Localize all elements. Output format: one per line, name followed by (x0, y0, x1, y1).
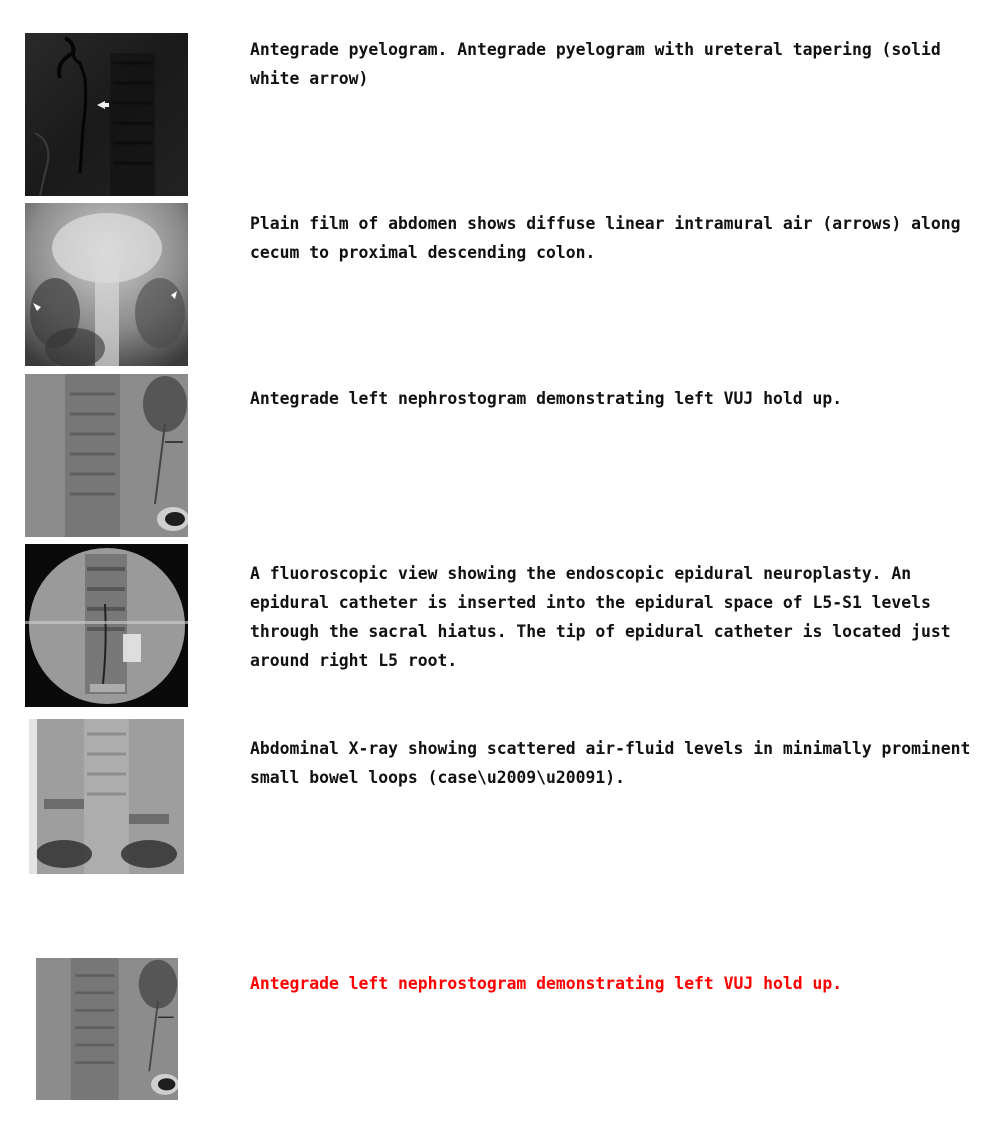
nephrostogram-image (36, 958, 178, 1100)
abdominal-xray-image (29, 719, 184, 874)
fluoroscopic-view-image (25, 544, 188, 707)
nephrostogram-image (25, 374, 188, 537)
result-4-thumbnail[interactable] (25, 544, 188, 707)
result-5-caption: Abdominal X-ray showing scattered air-fluid levels in minimally prominent small bowel loops (case\u2009\u20091). (250, 739, 971, 787)
pyelogram-xray-image (25, 33, 188, 196)
result-2-thumbnail[interactable] (25, 203, 188, 366)
result-1-caption: Antegrade pyelogram. Antegrade pyelogram with ureteral tapering (solid white arrow) (250, 40, 941, 88)
result-1-thumbnail[interactable] (25, 33, 188, 196)
query-thumbnail[interactable] (36, 958, 178, 1100)
abdomen-plain-film-image (25, 203, 188, 366)
result-5-thumbnail[interactable] (29, 719, 184, 874)
query-caption: Antegrade left nephrostogram demonstrating left VUJ hold up. (250, 974, 843, 993)
result-3-thumbnail[interactable] (25, 374, 188, 537)
result-2-caption: Plain film of abdomen shows diffuse linear intramural air (arrows) along cecum to proximal descending colon. (250, 214, 961, 262)
result-3-caption: Antegrade left nephrostogram demonstrating left VUJ hold up. (250, 389, 843, 408)
result-4-caption: A fluoroscopic view showing the endoscopic epidural neuroplasty. An epidural catheter is inserted into the epidural space of L5-S1 levels through the sacral hiatus. The tip of epidural catheter is located just around right L5 root. (250, 564, 951, 670)
